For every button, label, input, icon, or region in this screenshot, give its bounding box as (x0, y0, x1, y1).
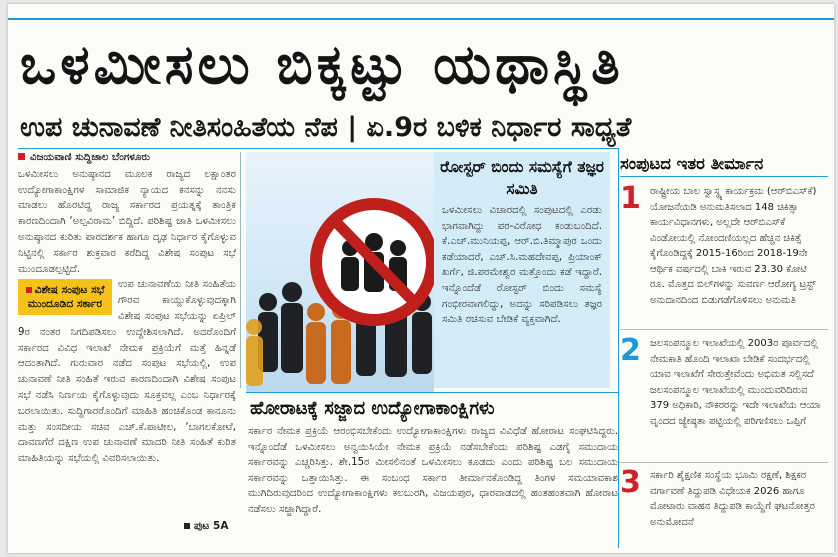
protest-title: ಹೋರಾಟಕ್ಕೆ ಸಜ್ಜಾದ ಉದ್ಯೋಗಾಕಾಂಕ್ಷಿಗಳು (250, 398, 495, 419)
column-divider (240, 152, 241, 388)
main-story (18, 150, 236, 467)
newspaper-page (8, 4, 834, 553)
no-crowd-sign-icon (246, 152, 434, 392)
box-body: ಒಳಮೀಸಲು ವಿಚಾರದಲ್ಲಿ ಸಂಪುಟದಲ್ಲಿ ಎರಡು ಭಾಗವಾಗಿದ್ದು ಪರ-ವಿರೋಧ ಕಂಡುಬಂದಿದೆ. ಕೆ.ಎಚ್.ಮುನಿಯಪ್ಪ, ಆರ್.ಬಿ.ತಿಮ್ಮಾಪುರ ಒಂದು ಕಡೆಯಾದರೆ, ಎಚ್.ಸಿ.ಮಹದೇವಪ್ಪ, ಪ್ರಿಯಾಂಕ್ ಖರ್ಗೆ, ಜಿ.ಪರಮೇಶ್ವರ ಮತ್ತೊಂದು ಕಡೆ ಇದ್ದಾರೆ. ಇನ್ನೊಂದೆಡೆ ರೋಸ್ಟರ್ ಬಿಂದು ಸಮಸ್ಯೆ ಗಂಭೀರವಾಗಲಿದ್ದು, ಅದನ್ನು ಸರಿಪಡಿಸಲು ತಜ್ಞರ ಸಮಿತಿ ರಚಿಸುವ ಬೇಡಿಕೆ ವ್ಯಕ್ತವಾಗಿದೆ. (442, 205, 602, 326)
roster-sidebar-box (434, 152, 610, 388)
item-number: 3 (620, 465, 641, 500)
headline: ಒಳಮೀಸಲು ಬಿಕ್ಕಟ್ಟು ಯಥಾಸ್ಥಿತಿ (20, 33, 624, 96)
item-text: ಸರ್ಕಾರಿ ಶೈಕ್ಷಣಿಕ ಸಂಸ್ಥೆಯ ಭೂಮಿ ರಕ್ಷಣೆ, ಶಿಕ್ಷಕರ ವರ್ಗಾವಣೆ ತಿದ್ದುಪಡಿ ವಿಧೇಯಕ 2026 ಹಾಗೂ ಮೋಟಾರು ವಾಹನ ತಿದ್ದುಪಡಿ ಕಾಯ್ದೆಗೆ ಘಟನೋತ್ತರ ಅನುಮೋದನೆ (650, 470, 815, 528)
item-text: ಜಲಸಂಪನ್ಮೂಲ ಇಲಾಖೆಯಲ್ಲಿ 2003ರ ಪೂರ್ವದಲ್ಲಿ ನೇಮಕಾತಿ ಹೊಂದಿ ಇಲಾಖಾ ಬೇಡಿಕೆ ಸಂದರ್ಭದಲ್ಲಿ ಯಾವ ಇಲಾಖೆಗೆ ಸೇರುತ್ತೇವೆಂದು ಅಭಿಮತ ಸಲ್ಲಿಸದೆ ಜಲಸಂಪನ್ಮೂಲ ಇಲಾಖೆಯಲ್ಲಿ ಮುಂದುವರಿದಿರುವ 379 ಅಧಿಕಾರಿ, ನೌಕರರನ್ನು ಇದೇ ಇಲಾಖೆಯ ಆಯಾ ವೃಂದದ ಜ್ಯೇಷ್ಠತಾ ಪಟ್ಟಿಯಲ್ಲಿ ಪರಿಗಣಿಸಲು ಒಪ್ಪಿಗೆ (650, 338, 821, 427)
protest-body: ಸರ್ಕಾರ ನೇಮಕ ಪ್ರಕ್ರಿಯೆ ಆರಂಭಿಸಬೇಕೆಂದು ಉದ್ಯೋಗಾಕಾಂಕ್ಷಿಗಳು ರಾಜ್ಯದ ವಿವಿಧೆಡೆ ಹೋರಾಟ ಸಂಘಟಿಸಿದ್ದರು. ಇನ್ನೊಂದೆಡೆ ಒಳಮೀಸಲು ಅನ್ವಯಿಸಿಯೇ ನೇಮಕ ಪ್ರಕ್ರಿಯೆ ನಡೆಸಬೇಕೆಂದು ಪರಿಶಿಷ್ಟ ಎಡಗೈ ಸಮುದಾಯ ಸರ್ಕಾರವನ್ನು ಎಚ್ಚರಿಸಿತ್ತು. ಶೇ.15ರ ಮೀಸಲಿನಂತೆ ಒಳಮೀಸಲು ಕೂಡದು ಎಂದು ಪರಿಶಿಷ್ಟ ಬಲ ಸಮುದಾಯ ಸರ್ಕಾರವನ್ನು ಒತ್ತಾಯಿಸಿತ್ತು. ಈ ಸಂಬಂಧ ಸರ್ಕಾರ ತೀರ್ಮಾನಕೊಂಡಿದ್ದ ತಿಂಗಳ ಸಮಯಾವಕಾಶ ಮುಗಿದಿರುವುದರಿಂದ ಉದ್ಯೋಗಾಕಾಂಕ್ಷಿಗಳು ಕಲಬುರಗಿ, ವಿಜಯಪುರ, ಧಾರವಾಡದಲ್ಲಿ ಹಂತಹಂತವಾಗಿ ಹೋರಾಟ ನಡೆಸಲು ಸಜ್ಜಾಗಿದ್ದಾರೆ. (248, 426, 618, 515)
sidebar-title: ಸಂಪುಟದ ಇತರ ತೀರ್ಮಾನ (620, 154, 764, 173)
item-number: 1 (620, 181, 641, 216)
bullet-square-icon (26, 287, 32, 293)
story-paragraph: ಒಳಮೀಸಲು ಅನುಷ್ಠಾನದ ಮೂಲಕ ರಾಜ್ಯದ ಲಕ್ಷಾಂತರ ಉದ್ಯೋಗಾಕಾಂಕ್ಷಿಗಳ ಸಾಮಾಜಿಕ ನ್ಯಾಯದ ಕನಸನ್ನು ನನಸು ಮಾಡಲು ಹೊರಟಿದ್ದ ರಾಜ್ಯ ಸರ್ಕಾರದ ಪ್ರಯತ್ನಕ್ಕೆ ತಾಂತ್ರಿಕ ಕಾರಣದಿಂದಾಗಿ ‘ಅಲ್ಪವಿರಾಮ’ ಬಿದ್ದಿದೆ. ಪರಿಶಿಷ್ಟ ಜಾತಿ ಒಳಮೀಸಲು ಅನುಷ್ಠಾನದ ಕುರಿತು ಪಾರದರ್ಶಕ ಹಾಗೂ ದೃಢ ನಿರ್ಧಾರ ಕೈಗೊಳ್ಳುವ ನಿಟ್ಟಿನಲ್ಲಿ ಸರ್ಕಾರ ಶುಕ್ರವಾರ ಕರೆದಿದ್ದ ವಿಶೇಷ ಸಂಪುಟ ಸಭೆ ಮುಂದೂಡಲ್ಪಟ್ಟಿದೆ. (18, 168, 236, 275)
illustration (246, 152, 434, 392)
sidebar-item-1 (620, 182, 824, 332)
dateline: ವಿಜಯವಾಣಿ ಸುದ್ದಿಜಾಲ ಬೆಂಗಳೂರು (18, 150, 236, 166)
story-paragraph: ಉಪ ಚುನಾವಣೆಯ ನೀತಿ ಸಂಹಿತೆಯ ಗೌರವ ಕಾಯ್ದುಕೊಳ್ಳುವುದಕ್ಕಾಗಿ ವಿಶೇಷ ಸಂಪುಟ ಸಭೆಯನ್ನು ಏಪ್ರಿಲ್ 9ರ ನಂತರ ನಿಗದಿಪಡಿಸಲು ಉದ್ದೇಶಿಸಲಾಗಿದೆ. ಅದರೊಂದಿಗೆ ಸರ್ಕಾರದ ವಿವಿಧ ಇಲಾಖೆ ನೇಮಕ ಪ್ರಕ್ರಿಯೆಗೆ ಮತ್ತೆ ಹಿನ್ನಡೆ ಆದಂತಾಗಿದೆ. ಗುರುವಾರ ನಡೆದ ಸಂಪುಟ ಸಭೆಯಲ್ಲಿ, ಉಪ ಚುನಾವಣೆ ನೀತಿ ಸಂಹಿತೆ ಇರುವ ಕಾರಣದಿಂದಾಗಿ ವಿಶೇಷ ಸಂಪುಟ ಸಭೆ ನಡೆಸಿ ನಿರ್ಣಯ ಕೈಗೊಳ್ಳುವುದು ಸೂಕ್ತವಲ್ಲ ಎಂಬ ನಿರ್ಧಾರಕ್ಕೆ ಬರಲಾಯಿತು. ಸುದ್ದಿಗಾರರೊಂದಿಗೆ ಮಾಹಿತಿ ಹಂಚಿಕೊಂಡ ಕಾನೂನು ಮತ್ತು ಸಂಸದೀಯ ಸಚಿವ ಎಚ್.ಕೆ.ಪಾಟೀಲ, ‘ಬಾಗಲಕೋಟೆ, ದಾವಣಗೆರೆ ದಕ್ಷಿಣ ಉಪ ಚುನಾವಣೆ ಮಾದರಿ ನೀತಿ ಸಂಹಿತೆ ಕುರಿತ ಮಾಹಿತಿಯನ್ನು ಸಭೆಯಲ್ಲಿ ವಿವರಿಸಲಾಯಿತು. (18, 279, 236, 465)
divider (620, 329, 828, 330)
divider (246, 392, 618, 393)
divider (18, 148, 618, 149)
divider (620, 462, 828, 463)
pull-quote: ವಿಶೇಷ ಸಂಪುಟ ಸಭೆ ಮುಂದೂಡಿದ ಸರ್ಕಾರ (18, 279, 112, 315)
continued-note: ಪುಟ 5A (184, 520, 229, 533)
item-text: ರಾಷ್ಟ್ರೀಯ ಬಾಲ ಸ್ವಾಸ್ಥ್ಯ ಕಾರ್ಯಕ್ರಮ (ಆರ್‌ಬಿಎಸ್‌ಕೆ) ಯೋಜನೆಯಡಿ ಅನುಮತಿಸಲಾದ 148 ಚಿಕಿತ್ಸಾ ಕಾರ್ಯವಿಧಾನಗಳು, ಅಲ್ಲದೇ ಆರ್‌ಬಿಎಸ್‌ಕೆ ವಿಂಡೋಯಲ್ಲಿ ನೋಂದಣಿಯಲ್ಲದ ಹೆಚ್ಚಿನ ಚಿಕಿತ್ಸೆ ಕೈಗೊಂಡಿದ್ದಕ್ಕೆ 2015-16ರಿಂದ 2018-19ನೇ ಆರ್ಥಿಕ ವರ್ಷದಲ್ಲಿ ಬಾಕಿ ಇರುವ 23.30 ಕೋಟಿ ರೂ. ಮೊತ್ತದ ಬಿಲ್‌ಗಳನ್ನು ಸುವರ್ಣ ಆರೋಗ್ಯ ಟ್ರಸ್ಟ್ ಅನುದಾನದಿಂದ ಬಿಡುಗಡೆಗೊಳಿಸಲು ಅನುಮತಿ (650, 186, 817, 306)
bullet-square-icon (18, 153, 25, 160)
top-rule (8, 18, 834, 20)
sidebar-item-2 (620, 334, 824, 459)
bullet-square-icon (184, 523, 190, 529)
divider (620, 176, 828, 177)
subheadline: ಉಪ ಚುನಾವಣೆ ನೀತಿಸಂಹಿತೆಯ ನೆಪ | ಏ.9ರ ಬಳಿಕ ನಿರ್ಧಾರ ಸಾಧ್ಯತೆ (20, 112, 632, 143)
item-number: 2 (620, 333, 641, 368)
box-title: ರೋಸ್ಟರ್ ಬಿಂದು ಸಮಸ್ಯೆಗೆ ತಜ್ಞರ ಸಮಿತಿ (440, 158, 604, 198)
sidebar-item-3 (620, 466, 824, 546)
column-divider (618, 148, 619, 548)
